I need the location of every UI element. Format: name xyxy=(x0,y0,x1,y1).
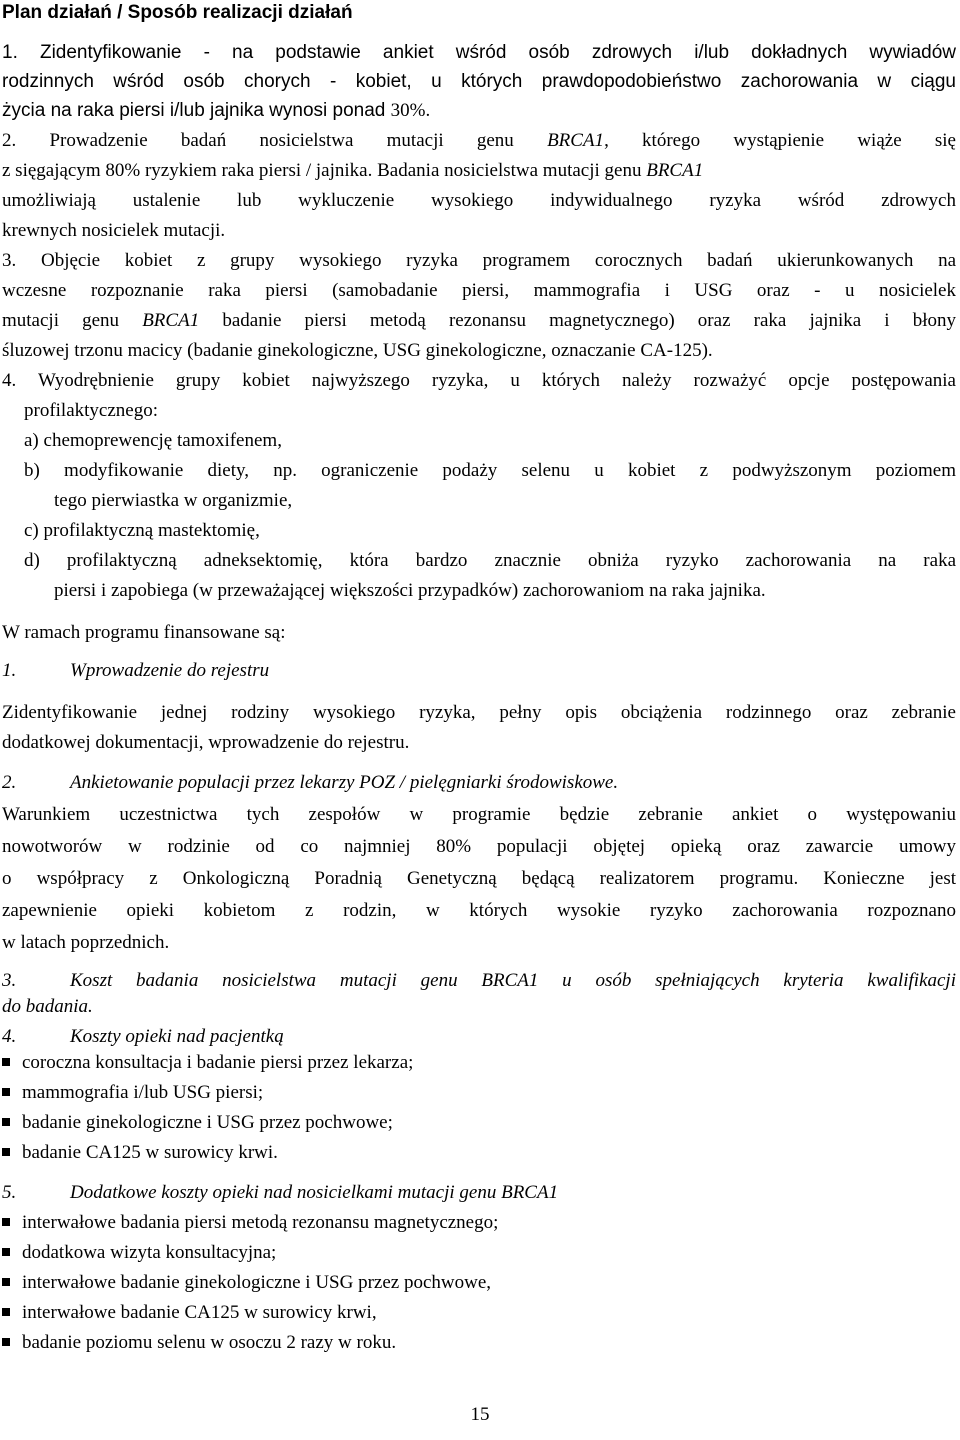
financed-paragraph-2-line-4: zapewnienie opieki kobietom z rodzin, w których wysokie ryzyko zachorowania rozpoznano xyxy=(2,900,956,921)
financed-heading-2: Ankietowanie populacji przez lekarzy POZ / pielęgniarki środowiskowe. xyxy=(70,772,619,793)
financed-paragraph-2-line-5: w latach poprzednich. xyxy=(2,932,170,953)
financed-paragraph-2-line-2: nowotworów w rodzinie od co najmniej 80% populacji objętej opieką oraz zawarcie umowy xyxy=(2,836,956,857)
financed-heading-2-number: 2. xyxy=(2,772,17,793)
financed-paragraph-1-line-2: dodatkowej dokumentacji, wprowadzenie do rejestru. xyxy=(2,732,410,753)
bullet-icon xyxy=(2,1058,10,1066)
financed-heading-5: Dodatkowe koszty opieki nad nosicielkami mutacji genu BRCA1 xyxy=(70,1182,559,1203)
financed-heading-4-number: 4. xyxy=(2,1026,17,1047)
plan-item-1-line-3 xyxy=(2,100,430,122)
list-item: interwałowe badanie CA125 w surowicy krwi, xyxy=(22,1302,377,1323)
list-item: badanie CA125 w surowicy krwi. xyxy=(22,1142,278,1163)
bullet-icon xyxy=(2,1218,10,1226)
list-item: coroczna konsultacja i badanie piersi przez lekarza; xyxy=(22,1052,414,1073)
plan-item-2-text-b: , którego wystąpienie wiąże się xyxy=(604,130,956,151)
financed-heading-1: Wprowadzenie do rejestru xyxy=(70,660,270,681)
brca1-gene-term: BRCA1 xyxy=(646,160,704,181)
financed-paragraph-1-line-1: Zidentyfikowanie jednej rodziny wysokiego ryzyka, pełny opis obciążenia rodzinnego oraz zebranie xyxy=(2,702,956,723)
bullet-icon xyxy=(2,1278,10,1286)
financed-heading-3-number: 3. xyxy=(2,970,17,991)
plan-item-4-text: Wyodrębnienie grupy kobiet najwyższego ryzyka, u których należy rozważyć opcje postępowania xyxy=(37,370,956,391)
plan-item-3-line-2: wczesne rozpoznanie raka piersi (samobadanie piersi, mammografia i USG oraz - u nosicielek xyxy=(2,280,956,301)
plan-sub-b-line-2: tego pierwiastka w organizmie, xyxy=(54,490,293,511)
bullet-icon xyxy=(2,1338,10,1346)
bullet-icon xyxy=(2,1248,10,1256)
plan-sub-b-line-1: b) modyfikowanie diety, np. ograniczenie podaży selenu u kobiet z podwyższonym poziomem xyxy=(24,460,956,481)
plan-item-2-line-3: umożliwiają ustalenie lub wykluczenie wysokiego indywidualnego ryzyka wśród zdrowych xyxy=(2,190,956,211)
financed-heading-3-line-2: do badania. xyxy=(2,996,93,1017)
financed-heading-1-number: 1. xyxy=(2,660,17,681)
plan-item-3-text-a: mutacji genu xyxy=(2,310,143,331)
plan-item-2-line-4: krewnych nosicielek mutacji. xyxy=(2,220,226,241)
financed-paragraph-2-line-3: o współpracy z Onkologiczną Poradnią Genetyczną będącą realizatorem programu. Konieczne jest xyxy=(2,868,956,889)
financed-heading-4: Koszty opieki nad pacjentką xyxy=(70,1026,284,1047)
plan-item-2-text-a: 2. Prowadzenie badań nosicielstwa mutacji genu xyxy=(2,130,548,151)
plan-item-4-number: 4. xyxy=(2,370,38,391)
page-number: 15 xyxy=(470,1404,490,1425)
financed-paragraph-2-line-1: Warunkiem uczestnictwa tych zespołów w programie będzie zebranie ankiet o występowaniu xyxy=(2,804,956,825)
plan-item-4-line-2: profilaktycznego: xyxy=(24,400,159,421)
list-item: interwałowe badanie ginekologiczne i USG przez pochwowe, xyxy=(22,1272,492,1293)
plan-item-3-number: 3. xyxy=(2,250,41,271)
list-item: interwałowe badania piersi metodą rezonansu magnetycznego; xyxy=(22,1212,499,1233)
plan-item-3-line-1 xyxy=(2,250,956,272)
plan-item-2-line-1 xyxy=(2,130,956,152)
plan-sub-d-line-2: piersi i zapobiega (w przeważającej większości przypadków) zachorowaniom na raka jajnika. xyxy=(54,580,766,601)
plan-item-3-line-3 xyxy=(2,310,956,332)
financed-heading-3-line-1: Koszt badania nosicielstwa mutacji genu BRCA1 u osób spełniających kryteria kwalifikacji xyxy=(70,970,956,991)
plan-item-1-percent: 30%. xyxy=(390,100,431,121)
plan-sub-a: a) chemoprewencję tamoxifenem, xyxy=(24,430,282,451)
bullet-icon xyxy=(2,1308,10,1316)
financed-heading-5-number: 5. xyxy=(2,1182,17,1203)
plan-item-2-text-d: Badania nosicielstwa mutacji genu xyxy=(377,160,647,181)
list-item: mammografia i/lub USG piersi; xyxy=(22,1082,264,1103)
plan-item-3-text-b: badanie piersi metodą rezonansu magnetycznego) oraz raka jajnika i błony xyxy=(199,310,957,331)
bullet-icon xyxy=(2,1148,10,1156)
plan-item-3-line-4: śluzowej trzonu macicy (badanie ginekologiczne, USG ginekologiczne, oznaczanie CA-125). xyxy=(2,340,713,361)
plan-item-1-line-2: rodzinnych wśród osób chorych - kobiet, u których prawdopodobieństwo zachorowania w ciągu xyxy=(2,71,956,92)
list-item: badanie ginekologiczne i USG przez pochwowe; xyxy=(22,1112,393,1133)
list-item: badanie poziomu selenu w osoczu 2 razy w roku. xyxy=(22,1332,397,1353)
plan-item-2-text-c: z sięgającym 80% ryzykiem raka piersi / jajnika. xyxy=(2,160,378,181)
list-item: dodatkowa wizyta konsultacyjna; xyxy=(22,1242,277,1263)
plan-item-4-line-1 xyxy=(2,370,956,392)
plan-item-1-line-1: 1. Zidentyfikowanie - na podstawie ankiet wśród osób zdrowych i/lub dokładnych wywiadów xyxy=(2,42,956,63)
plan-item-2-line-2 xyxy=(2,160,703,182)
brca1-gene-term: BRCA1 xyxy=(547,130,605,151)
plan-item-1-text: życia na raka piersi i/lub jajnika wynosi ponad xyxy=(2,100,391,121)
plan-item-3-text: Objęcie kobiet z grupy wysokiego ryzyka programem corocznych badań ukierunkowanych na xyxy=(40,250,956,271)
bullet-icon xyxy=(2,1118,10,1126)
financed-intro: W ramach programu finansowane są: xyxy=(2,622,286,643)
page-title: Plan działań / Sposób realizacji działań xyxy=(2,2,353,23)
plan-sub-c: c) profilaktyczną mastektomię, xyxy=(24,520,260,541)
brca1-gene-term: BRCA1 xyxy=(142,310,200,331)
bullet-icon xyxy=(2,1088,10,1096)
plan-sub-d-line-1: d) profilaktyczną adneksektomię, która bardzo znacznie obniża ryzyko zachorowania na raka xyxy=(24,550,956,571)
